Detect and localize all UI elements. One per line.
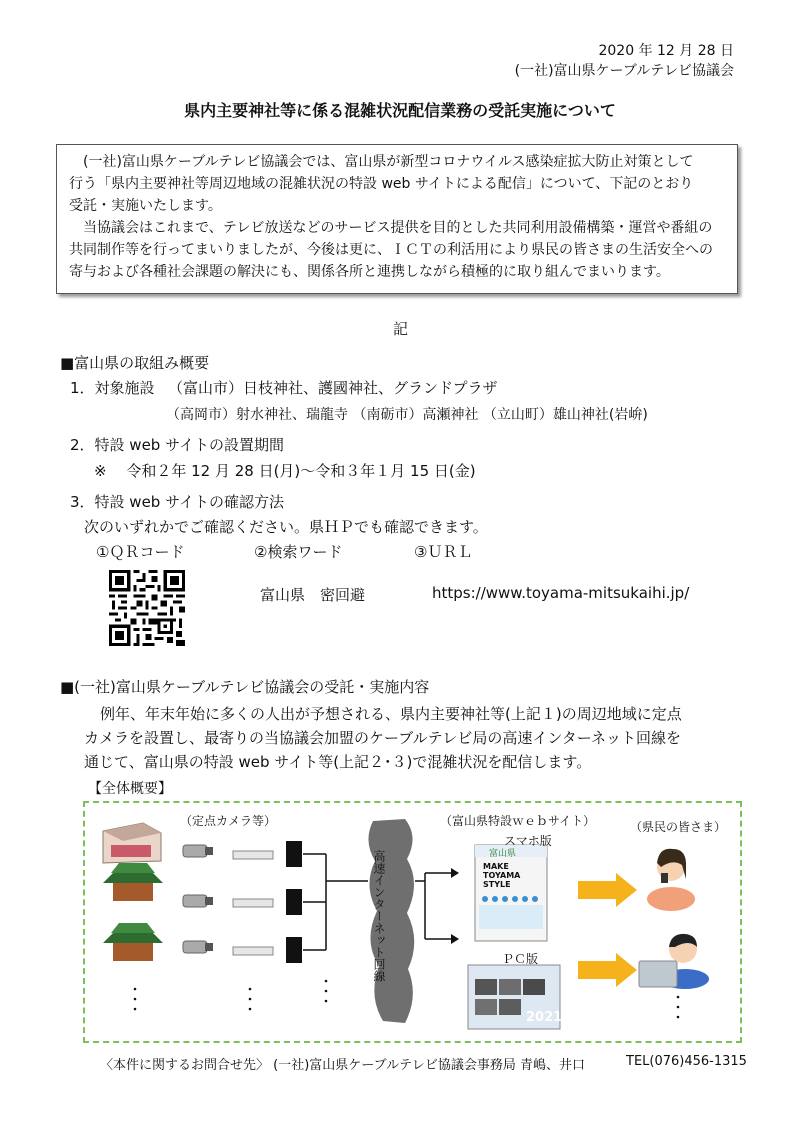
woman-phone-icon <box>647 849 695 911</box>
pc-label: ＰＣ版 <box>502 952 539 966</box>
smartphone-site-icon <box>475 845 547 941</box>
building-icon <box>103 823 161 863</box>
diagram-label: 【全体概要】 <box>88 781 172 797</box>
facility-label: 1．対象施設 <box>70 379 155 397</box>
method-label: 3．特設 web サイトの確認方法 <box>70 493 285 511</box>
shrine-icon <box>103 923 163 961</box>
intro-line: (一社)富山県ケーブルテレビ協議会では、富山県が新型コロナウイルス感染症拡大防止対策として <box>83 154 694 170</box>
body-line: 通じて、富山県の特設 web サイト等(上記２･３)で混雑状況を配信します。 <box>84 753 592 771</box>
period-label: 2．特設 web サイトの設置期間 <box>70 436 285 454</box>
router-icon <box>286 937 302 963</box>
inquiry: 〈本件に関するお問合せ先〉 (一社)富山県ケーブルテレビ協議会事務局 青嶋、井口 <box>100 1058 585 1073</box>
smartphone-label: スマホ版 <box>504 834 552 848</box>
switch-icon <box>233 947 273 955</box>
sp-logo: 富山県 <box>489 849 517 859</box>
facility-line: （高岡市）射水神社、瑞龍寺 （南砺市）高瀬神社 （立山町）雄山神社(岩峅) <box>166 407 648 423</box>
section2-heading: ■(一社)富山県ケーブルテレビ協議会の受託・実施内容 <box>60 678 430 696</box>
site-label: （富山県特設ｗｅｂサイト） <box>440 814 596 828</box>
intro-line: 寄与および各種社会課題の解決にも、関係各所と連携しながら積極的に取り組んでまいります。 <box>69 264 670 280</box>
pc-year: 2021 <box>526 1010 563 1025</box>
body-line: 例年、年末年始に多くの人出が予想される、県内主要神社等(上記１)の周辺地域に定点 <box>100 705 682 723</box>
arrow-icon <box>578 953 637 987</box>
camera-icon <box>183 941 213 953</box>
man-laptop-icon <box>639 934 709 989</box>
intro-line: 行う「県内主要神社等周辺地域の混雑状況の特設 web サイトによる配信」について、下記のとおり <box>69 176 694 192</box>
intro-box <box>56 144 738 294</box>
intro-line: 受託・実施いたします。 <box>69 198 222 214</box>
method-desc: 次のいずれかでご確認ください。県ＨＰでも確認できます。 <box>84 518 488 536</box>
people-label: （県民の皆さま） <box>630 820 727 834</box>
body-line: カメラを設置し、最寄りの当協議会加盟のケーブルテレビ局の高速インターネット回線を <box>84 729 682 747</box>
sp-title: MAKE TOYAMA STYLE <box>483 862 521 889</box>
option-search: ②検索ワード <box>254 543 343 561</box>
ki-mark: 記 <box>393 320 409 338</box>
camera-icon <box>183 895 213 907</box>
intro-line: 当協議会はこれまで、テレビ放送などのサービス提供を目的とした共同利用設備構築・運営や番組の <box>83 220 713 236</box>
router-icon <box>286 889 302 915</box>
switch-icon <box>233 899 273 907</box>
site-url[interactable]: https://www.toyama-mitsukaihi.jp/ <box>432 584 690 602</box>
diagram-drawing <box>83 801 738 1039</box>
period-value: ※ 令和２年 12 月 28 日(月)～令和３年１月 15 日(金) <box>94 462 476 480</box>
option-qr: ①ＱＲコード <box>96 543 185 561</box>
arrow-icon <box>578 873 637 907</box>
camera-label: （定点カメラ等） <box>180 814 277 828</box>
facility-line: （富山市）日枝神社、護國神社、グランドプラザ <box>168 379 498 397</box>
page-title: 県内主要神社等に係る混雑状況配信業務の受託実施について <box>184 101 616 120</box>
cloud-label: 高速インターネット回線 <box>372 850 386 982</box>
section1-heading: ■富山県の取組み概要 <box>60 354 210 372</box>
shrine-icon <box>103 863 163 901</box>
camera-icon <box>183 845 213 857</box>
router-icon <box>286 841 302 867</box>
qr-code[interactable] <box>106 570 188 646</box>
intro-line: 共同制作等を行ってまいりましたが、今後は更に、ＩＣＴの利活用により県民の皆さまの生活安全への <box>69 242 713 258</box>
organization: (一社)富山県ケーブルテレビ協議会 <box>514 63 734 79</box>
date: 2020 年 12 月 28 日 <box>598 43 734 59</box>
option-url: ③ＵＲＬ <box>414 543 473 561</box>
switch-icon <box>233 851 273 859</box>
phone: TEL(076)456-1315 <box>626 1054 747 1069</box>
search-word: 富山県 密回避 <box>260 586 366 604</box>
